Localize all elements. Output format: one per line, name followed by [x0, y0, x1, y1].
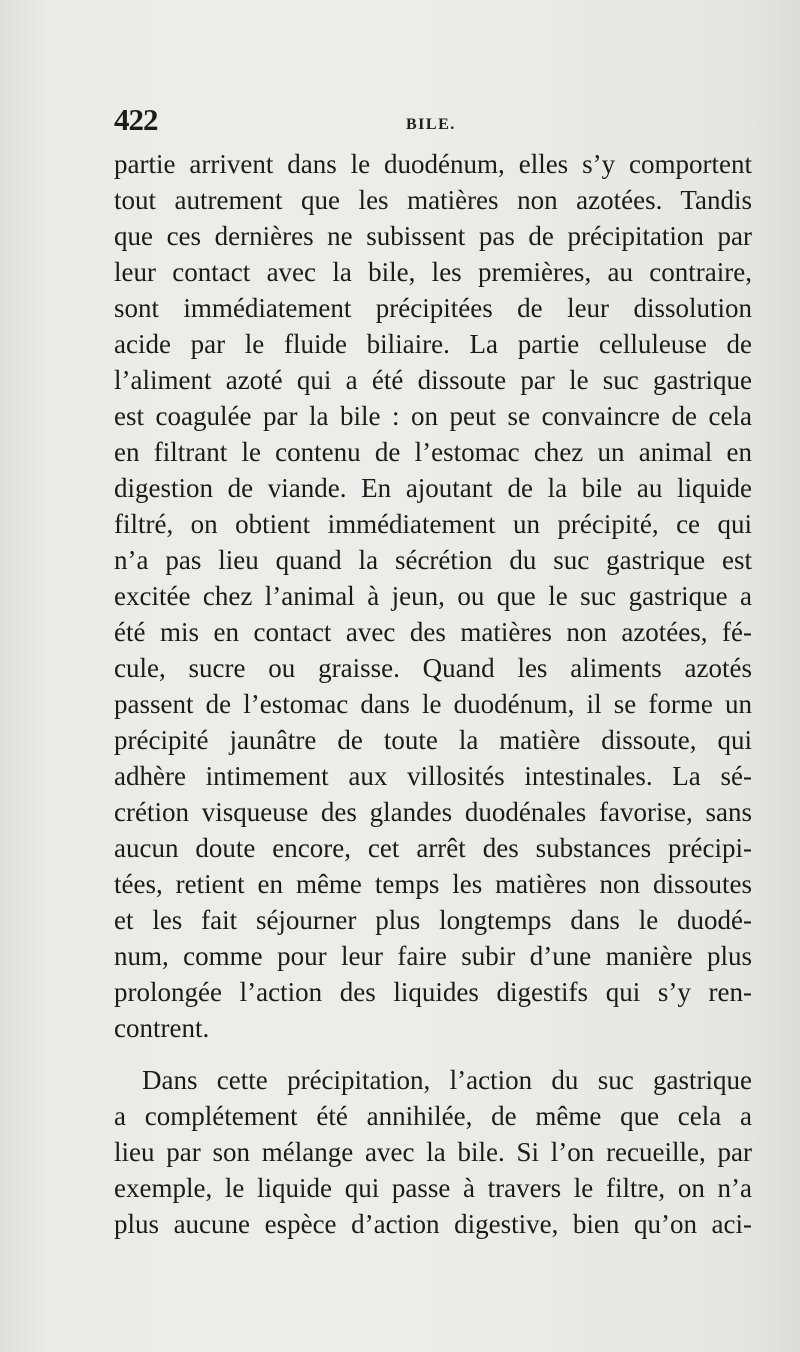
text-line: été mis en contact avec des matières non azotées, fé-	[114, 617, 752, 647]
text-line: n’a pas lieu quand la sécrétion du suc gastrique est	[114, 545, 752, 575]
text-line: leur contact avec la bile, les premières, au contraire,	[114, 257, 752, 287]
text-line: sont immédiatement précipitées de leur dissolution	[114, 293, 752, 323]
text-line: aucun doute encore, cet arrêt des substances précipi-	[114, 833, 752, 863]
text-line: en filtrant le contenu de l’estomac chez un animal en	[114, 437, 752, 467]
page-header	[0, 100, 800, 140]
text-line: est coagulée par la bile : on peut se convaincre de cela	[114, 401, 752, 431]
text-line: prolongée l’action des liquides digestifs qui s’y ren-	[114, 977, 752, 1007]
text-line: filtré, on obtient immédiatement un précipité, ce qui	[114, 509, 752, 539]
text-line: a complétement été annihilée, de même que cela a	[114, 1101, 752, 1131]
text-line: Dans cette précipitation, l’action du suc gastrique	[142, 1065, 752, 1095]
text-line: contrent.	[114, 1013, 210, 1043]
paragraph	[114, 1062, 752, 1242]
text-line: passent de l’estomac dans le duodénum, il se forme un	[114, 689, 752, 719]
body-text	[114, 146, 752, 1242]
text-line: et les fait séjourner plus longtemps dans le duodé-	[114, 905, 752, 935]
paragraph-gap	[114, 1046, 752, 1062]
text-line: plus aucune espèce d’action digestive, bien qu’on aci-	[114, 1209, 752, 1239]
text-line: adhère intimement aux villosités intestinales. La sé-	[114, 761, 752, 791]
page-number: 422	[114, 102, 158, 137]
text-line: exemple, le liquide qui passe à travers le filtre, on n’a	[114, 1173, 752, 1203]
text-line: partie arrivent dans le duodénum, elles s’y comportent	[114, 149, 752, 179]
text-line: lieu par son mélange avec la bile. Si l’on recueille, par	[114, 1137, 752, 1167]
text-line: num, comme pour leur faire subir d’une manière plus	[114, 941, 752, 971]
text-line: l’aliment azoté qui a été dissoute par le suc gastrique	[114, 365, 752, 395]
text-line: digestion de viande. En ajoutant de la bile au liquide	[114, 473, 752, 503]
text-line: que ces dernières ne subissent pas de précipitation par	[114, 221, 752, 251]
text-line: tout autrement que les matières non azotées. Tandis	[114, 185, 752, 215]
running-title: BILE.	[406, 116, 456, 133]
text-line: crétion visqueuse des glandes duodénales favorise, sans	[114, 797, 752, 827]
text-line: excitée chez l’animal à jeun, ou que le suc gastrique a	[114, 581, 752, 611]
text-line: cule, sucre ou graisse. Quand les aliments azotés	[114, 653, 752, 683]
text-line: tées, retient en même temps les matières non dissoutes	[114, 869, 752, 899]
text-line: acide par le fluide biliaire. La partie celluleuse de	[114, 329, 752, 359]
paragraph	[114, 146, 752, 1046]
text-line: précipité jaunâtre de toute la matière dissoute, qui	[114, 725, 752, 755]
